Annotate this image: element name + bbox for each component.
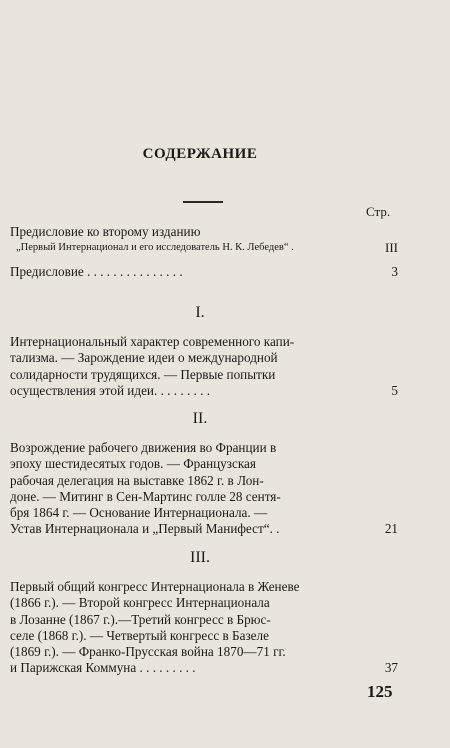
toc-entry-line-text: „Первый Интернационал и его исследователь Н. К. Лебедев“ . <box>16 242 294 254</box>
toc-page-number: III <box>385 240 398 256</box>
toc-page-number: 3 <box>391 264 398 279</box>
toc-entry-line: бря 1864 г. — Основание Интернационала. — <box>10 505 268 521</box>
toc-entry-preface <box>10 264 398 280</box>
toc-entry-line: рабочая делегация на выставке 1862 г. в Лон- <box>10 472 264 488</box>
toc-entry-line: селе (1868 г.). — Четвертый конгресс в Базеле <box>10 627 269 643</box>
toc-entry-line <box>10 521 398 537</box>
toc-entry-line: тализма. — Зарождение идеи о международной <box>10 350 278 366</box>
toc-entry-chapter-1 <box>10 334 398 399</box>
toc-entry-second-edition-preface <box>10 224 398 257</box>
section-heading-1: I. <box>195 304 205 321</box>
toc-entry-line <box>10 383 398 399</box>
toc-page-number: 5 <box>391 382 398 398</box>
section-heading-2: II. <box>192 410 208 427</box>
toc-entry-line <box>10 240 398 256</box>
toc-entry-chapter-3 <box>10 579 398 677</box>
toc-entry-line: солидарности трудящихся. — Первые попытки <box>10 366 276 382</box>
toc-entry-chapter-2 <box>10 440 398 538</box>
page-column-label: Стр. <box>366 204 391 219</box>
toc-entry-line-text: осуществления этой идеи. . . . . . . . . <box>10 382 211 398</box>
toc-entry-line-text: и Парижская Коммуна . . . . . . . . . <box>10 660 196 676</box>
toc-entry-line: доне. — Митинг в Сен-Мартинс голле 28 сентя- <box>10 488 281 504</box>
toc-page-number: 21 <box>384 521 398 537</box>
toc-entry-line: Интернациональный характер современного капи- <box>10 334 295 349</box>
page-title: СОДЕРЖАНИЕ <box>142 146 258 162</box>
title-rule <box>183 201 223 203</box>
page-folio: 125 <box>367 682 393 701</box>
toc-entry-line-text: Устав Интернационала и „Первый Манифест“. . <box>10 521 280 537</box>
toc-entry-line: эпоху шестидесятых годов. — Французская <box>10 456 256 472</box>
toc-entry-line-text: Предисловие . . . . . . . . . . . . . . . <box>10 264 183 279</box>
section-heading-3: III. <box>190 549 210 566</box>
toc-page-number: 37 <box>384 660 398 676</box>
toc-entry-line <box>10 264 398 280</box>
toc-entry-line: Возрождение рабочего движения во Франции в <box>10 440 277 455</box>
toc-entry-line: Первый общий конгресс Интернационала в Женеве <box>10 579 300 594</box>
toc-entry-line: (1869 г.). — Франко-Прусская война 1870—71 гг. <box>10 644 286 660</box>
toc-entry-line: (1866 г.). — Второй конгресс Интернационала <box>10 595 270 611</box>
toc-entry-line <box>10 660 398 676</box>
toc-entry-line: в Лозанне (1867 г.).—Третий конгресс в Брюс- <box>10 611 271 627</box>
toc-entry-line: Предисловие ко второму изданию <box>10 224 201 239</box>
